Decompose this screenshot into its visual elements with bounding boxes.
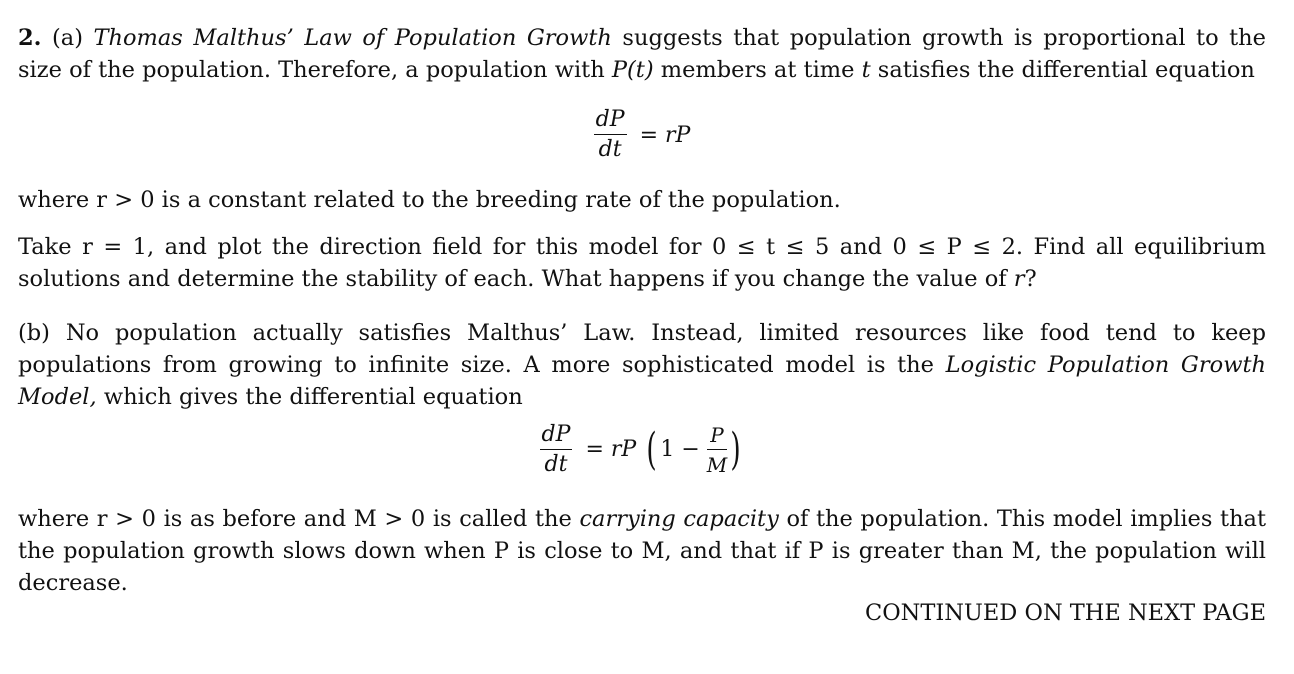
ratio-numerator: P (707, 421, 727, 450)
function-symbol: P(t) (611, 57, 654, 83)
time-variable: t (861, 57, 871, 83)
problem-number: 2. (18, 25, 42, 51)
task-end: ? (1024, 266, 1037, 292)
part-a-task (18, 231, 1266, 295)
part-b-intro (18, 317, 1266, 413)
equation-rhs: = rP (639, 122, 691, 148)
where-text-1: where r > 0 is as before and M > 0 is called the (18, 506, 572, 532)
equation-rhs: = rP (585, 437, 637, 462)
malthus-equation (18, 106, 1266, 165)
part-a-intro (18, 22, 1266, 86)
part-b-text-1: No population actually satisfies Malthus’ Law. Instead, limited resources like food tend to keep populations from growing to infinite size. A more sophisticated model is the (18, 320, 1266, 378)
one-minus: 1 − (660, 437, 700, 462)
part-a-label: (a) (52, 25, 83, 51)
part-b-text-2: which gives the differential equation (103, 384, 523, 410)
law-name: Thomas Malthus’ Law of Population Growth (93, 25, 612, 51)
fraction-numerator: dP (594, 106, 627, 135)
where-text-2: of the population. This model implies that the population growth slows down when P is close to M, and that if P is greater than M, the population will decrease. (18, 506, 1267, 596)
fraction-denominator: dt (598, 137, 622, 162)
fraction-numerator: dP (540, 421, 573, 450)
task-text: Take r = 1, and plot the direction field for this model for 0 ≤ t ≤ 5 and 0 ≤ P ≤ 2. Find all equilibrium solutions and determine the stability of each. What happens if you change the value of (18, 234, 1266, 292)
ratio-denominator: M (706, 452, 728, 477)
derivative-fraction (540, 421, 573, 480)
carrying-capacity-term: carrying capacity (579, 506, 779, 532)
derivative-fraction (594, 106, 627, 165)
part-a-where: where r > 0 is a constant related to the breeding rate of the population. (18, 187, 841, 213)
part-a-text-1: suggests that population growth is proportional to the size of the population. Therefore, a population with (18, 25, 1266, 83)
left-paren: ( (646, 424, 657, 475)
part-b-where (18, 503, 1266, 599)
logistic-equation (18, 420, 1266, 492)
task-variable: r (1013, 266, 1025, 292)
model-name: Logistic Population Growth Model, (18, 352, 1266, 410)
right-paren: ) (730, 424, 742, 475)
part-a-text-3: satisfies the differential equation (877, 57, 1255, 83)
fraction-denominator: dt (544, 451, 568, 477)
part-a-text-2: members at time (660, 57, 855, 83)
continued-notice: CONTINUED ON THE NEXT PAGE (864, 600, 1266, 626)
ratio-fraction (707, 421, 727, 480)
part-b-label: (b) (18, 320, 50, 346)
